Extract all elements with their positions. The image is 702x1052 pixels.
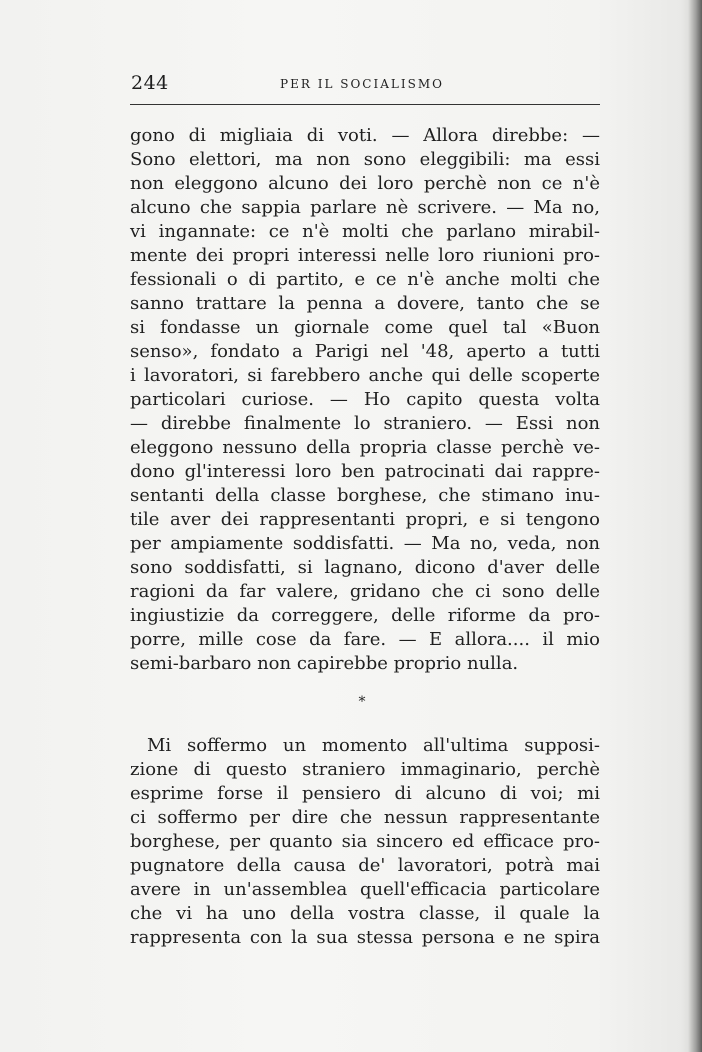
text-line: ingiustizie da correggere, delle riforme da pro- [130, 605, 600, 626]
text-line: per ampiamente soddisfatti. — Ma no, veda, non [130, 533, 600, 554]
text-line: senso», fondato a Parigi nel '48, aperto a tutti [130, 341, 600, 362]
text-line: avere in un'assemblea quell'efficacia particolare [130, 879, 600, 900]
text-line: sanno trattare la penna a dovere, tanto che se [130, 293, 600, 314]
page-number: 244 [131, 72, 169, 94]
text-line: vi ingannate: ce n'è molti che parlano mirabil- [130, 221, 600, 242]
text-line: sentanti della classe borghese, che stimano inu- [130, 485, 600, 506]
text-line: Sono elettori, ma non sono eleggibili: ma essi [130, 149, 600, 170]
text-line: eleggono nessuno della propria classe perchè ve- [130, 437, 600, 458]
text-line: particolari curiose. — Ho capito questa volta [130, 389, 600, 410]
text-line: tile aver dei rappresentanti propri, e si tengono [130, 509, 600, 530]
paragraph-2 [130, 734, 600, 950]
running-title: PER IL SOCIALISMO [280, 77, 444, 91]
page-edge-shadow [688, 0, 702, 1052]
text-line: non eleggono alcuno dei loro perchè non ce n'è [130, 173, 600, 194]
text-line: esprime forse il pensiero di alcuno di voi; mi [130, 783, 600, 804]
text-line: rappresenta con la sua stessa persona e ne spira [130, 927, 600, 948]
text-line: gono di migliaia di voti. — Allora direbbe: — [130, 125, 600, 146]
text-line: i lavoratori, si farebbero anche qui delle scoperte [130, 365, 600, 386]
text-line: si fondasse un giornale come quel tal «Buon [130, 317, 600, 338]
paragraph-1 [130, 124, 600, 676]
text-line: semi-barbaro non capirebbe proprio nulla. [130, 653, 519, 674]
text-line: che vi ha uno della vostra classe, il quale la [130, 903, 600, 924]
text-line: alcuno che sappia parlare nè scrivere. — Ma no, [130, 197, 600, 218]
section-separator: * [358, 694, 366, 710]
text-line: ci soffermo per dire che nessun rappresentante [130, 807, 600, 828]
text-line: fessionali o di partito, e ce n'è anche molti che [130, 269, 600, 290]
text-line: porre, mille cose da fare. — E allora.... il mio [130, 629, 600, 650]
text-line: sono soddisfatti, si lagnano, dicono d'aver delle [130, 557, 600, 578]
text-line: zione di questo straniero immaginario, perchè [130, 759, 600, 780]
header-rule [130, 104, 600, 105]
text-line: mente dei propri interessi nelle loro riunioni pro- [130, 245, 600, 266]
text-line: — direbbe finalmente lo straniero. — Essi non [130, 413, 600, 434]
text-line: Mi soffermo un momento all'ultima supposi- [147, 735, 600, 756]
text-line: ragioni da far valere, gridano che ci sono delle [130, 581, 600, 602]
text-line: dono gl'interessi loro ben patrocinati dai rappre- [130, 461, 600, 482]
text-line: pugnatore della causa de' lavoratori, potrà mai [130, 855, 600, 876]
text-line: borghese, per quanto sia sincero ed efficace pro- [130, 831, 600, 852]
